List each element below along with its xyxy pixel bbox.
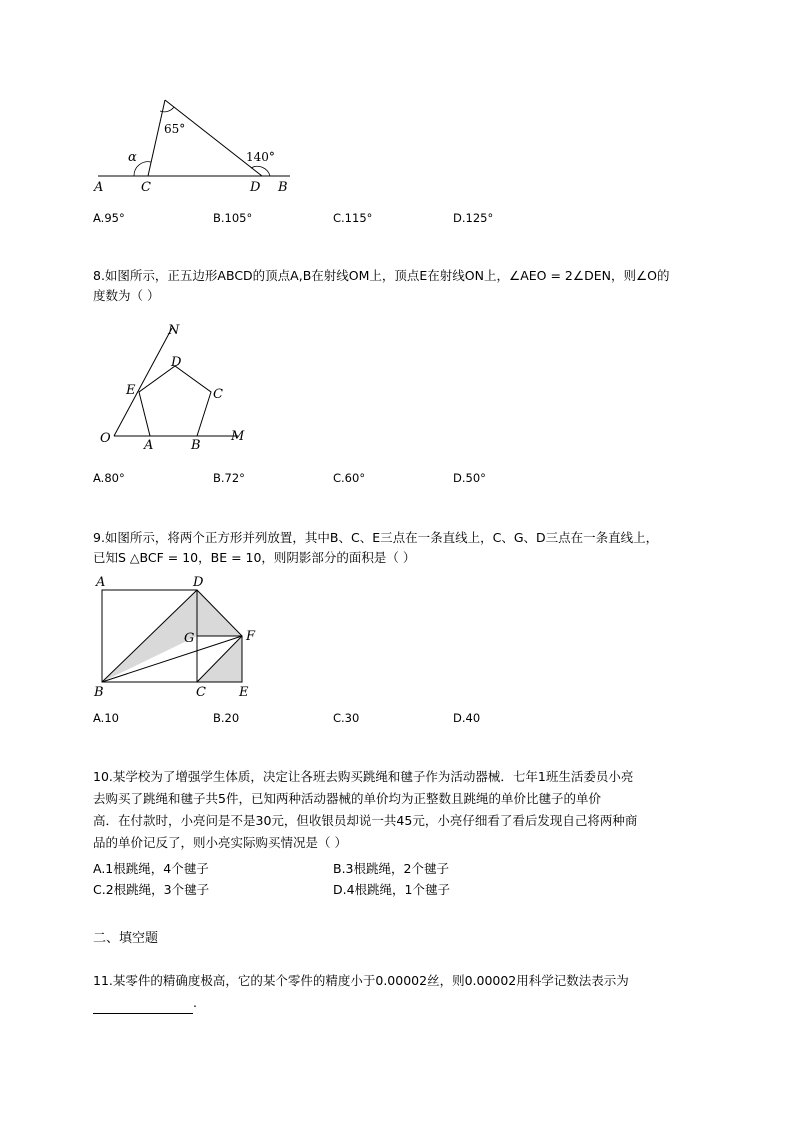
q8-label-E: E	[126, 383, 136, 398]
q10-option-b: B.3根跳绳，2个毽子	[333, 861, 449, 876]
q9-squares-figure	[92, 574, 267, 699]
q10-text-line4: 品的单价记反了，则小亮实际购买情况是（ ）	[93, 835, 347, 850]
q8-option-d: D.50°	[453, 471, 486, 485]
q7-label-angle-140: 140°	[246, 150, 275, 164]
q9-label-G: G	[184, 631, 195, 646]
q11-period: .	[193, 995, 197, 1010]
q8-option-a: A.80°	[93, 471, 125, 485]
q11-question	[93, 970, 713, 1014]
q9-label-A: A	[96, 575, 106, 590]
q8-label-D: D	[171, 355, 182, 370]
q7-label-A: A	[94, 180, 104, 195]
q10-option-c: C.2根跳绳，3个毽子	[93, 882, 210, 897]
q7-triangle-figure	[90, 95, 300, 195]
q7-label-alpha: α	[128, 150, 137, 165]
q11-answer-line	[93, 992, 713, 1014]
q7-label-angle-65: 65°	[164, 122, 186, 136]
q9-label-B: B	[94, 685, 104, 699]
q8-label-C: C	[213, 387, 223, 402]
q9-label-D: D	[193, 575, 204, 590]
q10-text-line1: 10.某学校为了增强学生体质，决定让各班去购买跳绳和毽子作为活动器械．七年1班生活委员小亮	[93, 769, 634, 784]
q7-label-B: B	[278, 180, 288, 195]
q8-label-A: A	[144, 438, 154, 453]
q8-pentagon-figure	[98, 318, 258, 453]
q11-text-line1: 11.某零件的精确度极高，它的某个零件的精度小于0.00002丝，则0.00002用科学记数法表示为	[93, 973, 629, 988]
q9-text-line1: 9.如图所示，将两个正方形并列放置，其中B、C、E三点在一条直线上，C、G、D三点在一条直线上，	[93, 530, 659, 545]
q9-label-C: C	[196, 685, 206, 699]
q8-text-line1: 8.如图所示，正五边形ABCD的顶点A,B在射线OM上，顶点E在射线ON上，∠AEO = 2∠DEN，则∠O的	[93, 268, 670, 283]
q8-text-line2: 度数为（ ）	[93, 288, 160, 303]
q7-label-C: C	[141, 180, 151, 195]
q9-question	[93, 528, 713, 568]
q8-option-b: B.72°	[213, 471, 245, 485]
q7-option-c: C.115°	[333, 211, 373, 225]
q10-option-d: D.4根跳绳，1个毽子	[333, 882, 451, 897]
q8-question	[93, 266, 713, 306]
q10-text-line2: 去购买了跳绳和毽子共5件，已知两种活动器械的单价均为正整数且跳绳的单价比毽子的单价	[93, 791, 601, 806]
q7-option-d: D.125°	[453, 211, 494, 225]
q8-label-O: O	[100, 431, 111, 446]
section-title-fill-in: 二、填空题	[93, 931, 159, 946]
q10-option-a: A.1根跳绳，4个毽子	[93, 861, 209, 876]
q8-label-B: B	[191, 438, 201, 453]
q9-option-c: C.30	[333, 711, 360, 725]
q8-label-N: N	[168, 323, 180, 338]
q7-option-a: A.95°	[93, 211, 125, 225]
q7-option-b: B.105°	[213, 211, 253, 225]
q9-option-d: D.40	[453, 711, 481, 725]
q7-label-D: D	[250, 180, 261, 195]
q9-label-E: E	[239, 685, 249, 699]
q8-option-c: C.60°	[333, 471, 366, 485]
q9-label-F: F	[246, 629, 256, 644]
q10-question	[93, 766, 713, 854]
q9-option-a: A.10	[93, 711, 119, 725]
q11-answer-blank[interactable]	[93, 999, 193, 1014]
q10-text-line3: 高．在付款时，小亮问是不是30元，但收银员却说一共45元，小亮仔细看了看后发现自己将两种商	[93, 813, 638, 828]
q9-text-line2: 已知S △BCF = 10，BE = 10，则阴影部分的面积是（ ）	[93, 550, 416, 565]
q8-label-M: M	[231, 429, 245, 444]
q9-option-b: B.20	[213, 711, 240, 725]
